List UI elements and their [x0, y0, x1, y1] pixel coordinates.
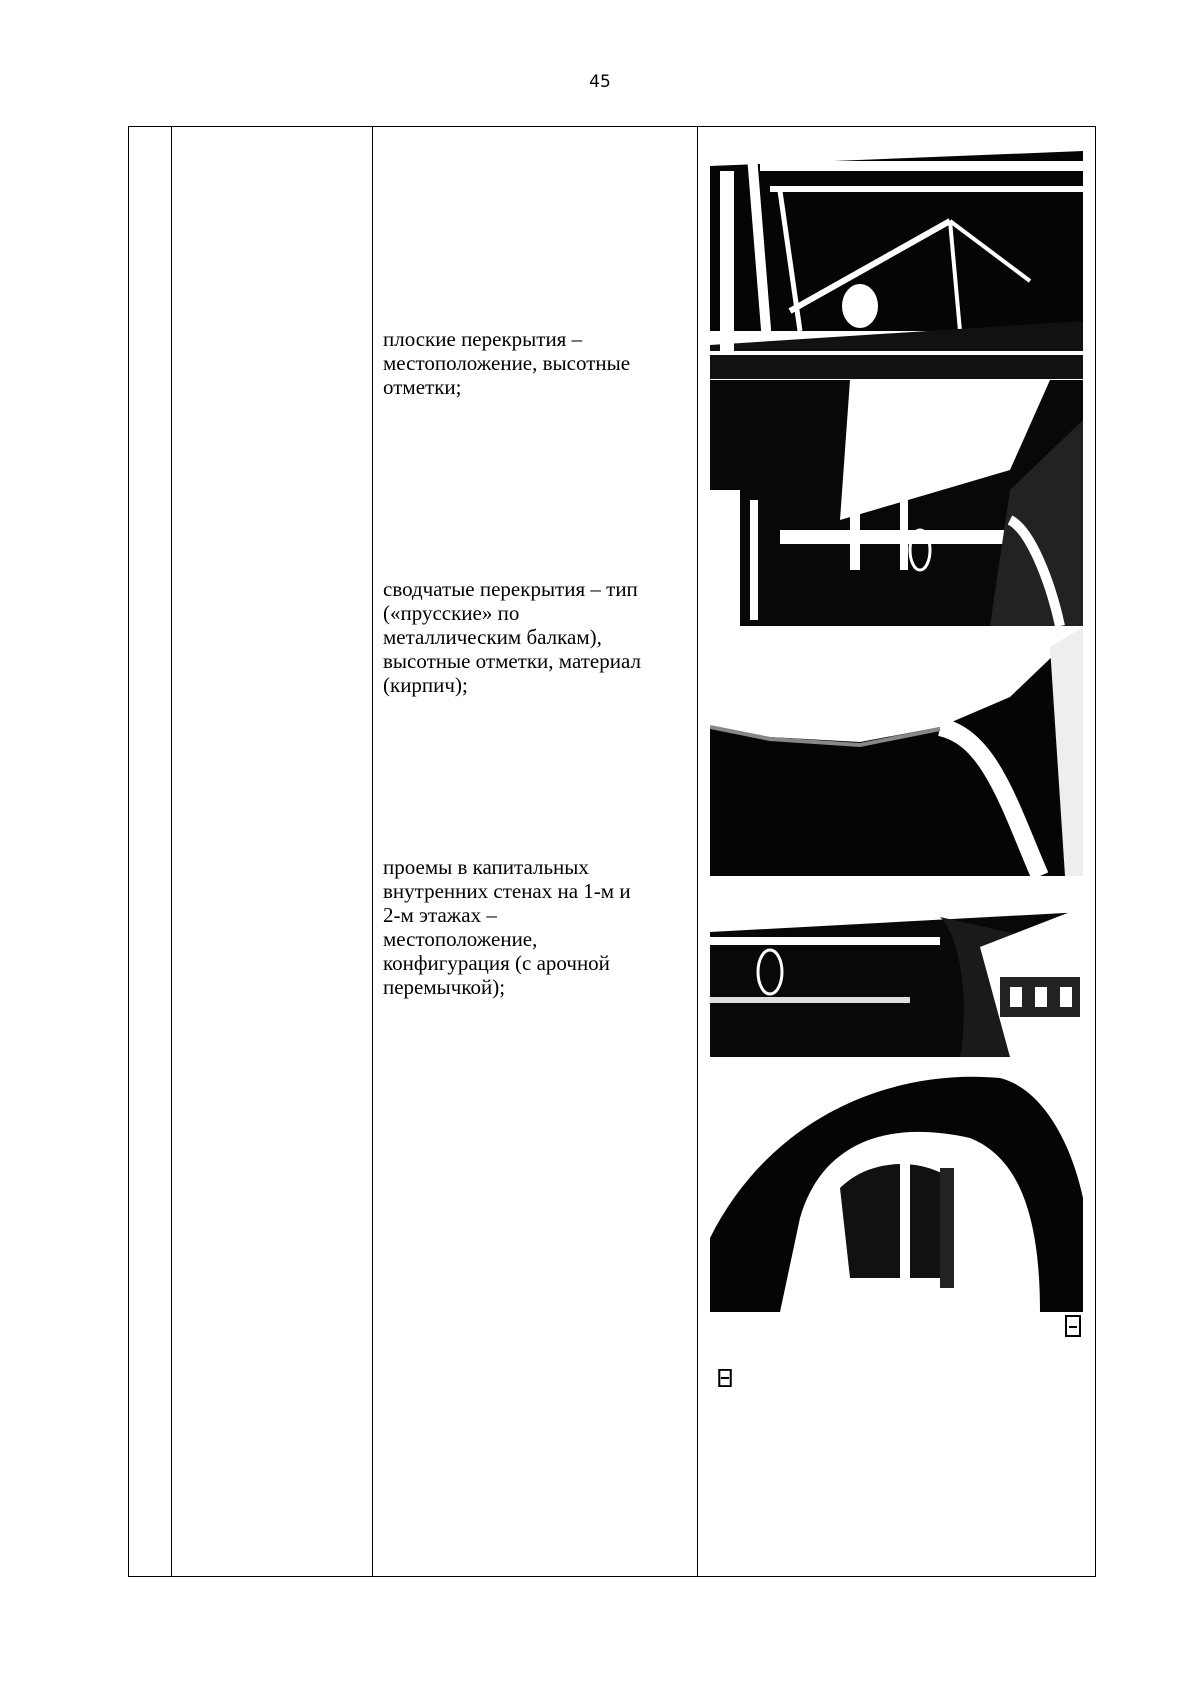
item-flat-floors: плоские перекрытия – местоположение, высотные отметки; [383, 327, 631, 399]
column-divider [372, 127, 373, 1576]
vaulted-ceiling-photo [710, 627, 1083, 876]
item-wall-openings: проемы в капитальных внутренних стенах на 1-м и 2-м этажах – местоположение, конфигурация (с арочной перемычкой); [383, 855, 631, 999]
ceiling-beams-interior-photo [710, 380, 1083, 626]
document-table [128, 126, 1096, 1577]
page-number: 45 [589, 72, 611, 92]
metal-beams-ceiling-photo [710, 131, 1083, 379]
page-marker-icon [1065, 1315, 1081, 1337]
arched-opening-photo [710, 1058, 1083, 1312]
column-divider [171, 127, 172, 1576]
page-marker-icon [718, 1369, 732, 1387]
column-divider [697, 127, 698, 1576]
item-vaulted-floors: сводчатые перекрытия – тип («прусские» по металлическим балкам), высотные отметки, материал (кирпич); [383, 577, 641, 697]
interior-column-photo [710, 877, 1083, 1057]
